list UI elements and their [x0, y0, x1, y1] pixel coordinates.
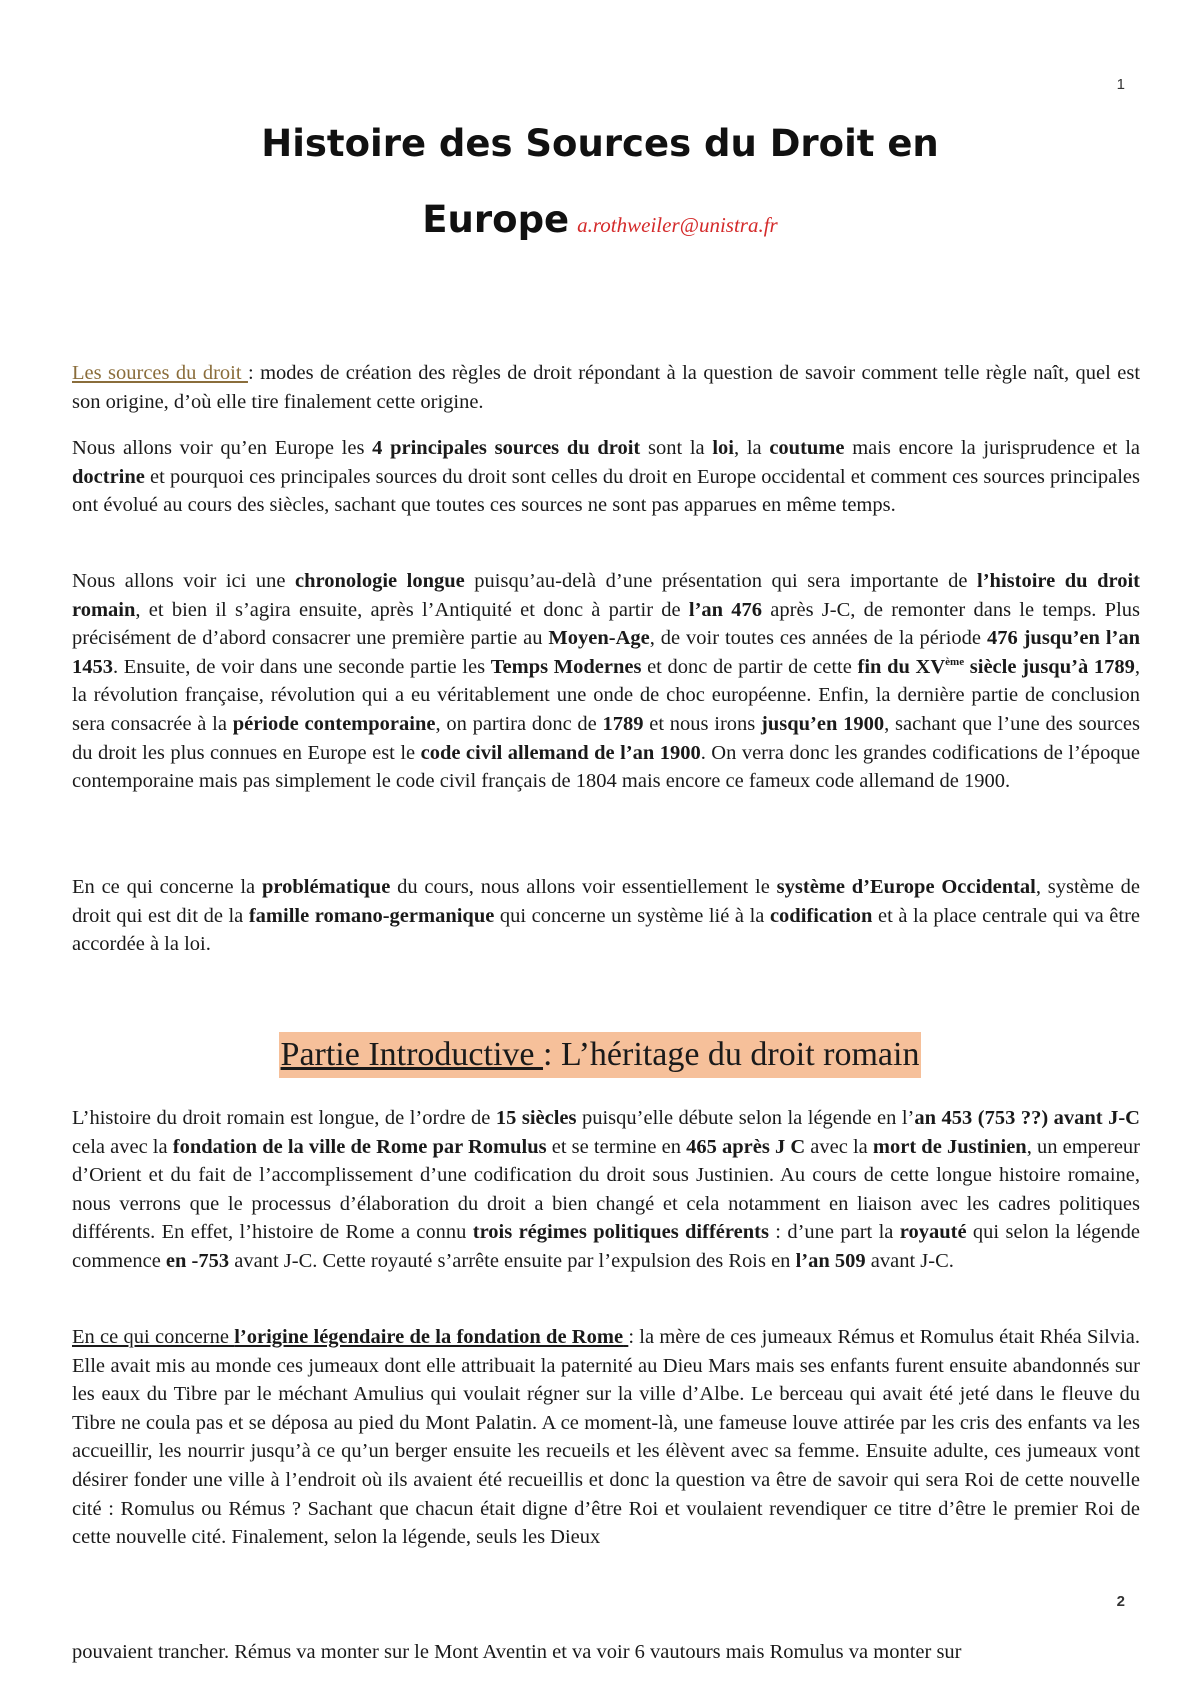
section-heading-underlined: Partie Introductive [280, 1036, 544, 1073]
bold-run: période contemporaine [232, 712, 436, 735]
bold-run: trois régimes politiques différents [472, 1221, 769, 1244]
document-title-word: Europe [422, 198, 570, 241]
bold-run: Moyen-Age [548, 627, 650, 650]
text-run: puisqu’elle débute selon la légende en l’ [576, 1107, 915, 1129]
intro-definition [72, 359, 1140, 416]
bold-run: l’histoire du droit romain [72, 570, 1140, 621]
text-run: qui concerne un système lié à la [494, 904, 770, 927]
bold-run: famille romano-germanique [248, 904, 495, 927]
part-paragraph-legend [72, 1323, 1140, 1552]
continuation-paragraph [72, 1638, 1140, 1667]
text-run: , la [734, 437, 770, 459]
text-run: et à la place centrale qui va être accordée à la loi. [72, 904, 1140, 956]
bold-run: coutume [769, 437, 845, 459]
bold-run: an 453 (753 ??) avant J-C [914, 1107, 1140, 1129]
section-heading-wrap [0, 1032, 1200, 1078]
bold-run: système d’Europe Occidental [776, 876, 1036, 898]
definition-label: Les sources du droit [72, 362, 248, 384]
intro-paragraph-sources [72, 434, 1140, 520]
bold-run: codification [769, 904, 873, 927]
text-run: Nous allons voir qu’en Europe les [72, 437, 373, 459]
bold-run: fondation de la ville de Rome par Romulus [172, 1135, 547, 1158]
text-run: . Ensuite, de voir dans une seconde partie les [113, 655, 491, 678]
intro-paragraph-problematic [72, 873, 1140, 959]
text-run: , système de droit qui est dit de la [72, 876, 1141, 927]
text-run: puisqu’au-delà d’une présentation qui sera importante de [464, 570, 978, 592]
continuation-text: pouvaient trancher. Rémus va monter sur le Mont Aventin et va voir 6 vautours mais Romulus va monter sur [72, 1641, 962, 1663]
section-heading [279, 1032, 922, 1078]
text-run: sont la [640, 437, 713, 459]
definition-text: : modes de création des règles de droit répondant à la question de savoir comment telle règle naît, quel est son origine, d’où elle tire finalement cette origine. [72, 362, 1141, 413]
bold-run: code civil allemand de l’an 1900 [420, 741, 701, 764]
text-run: , et bien il s’agira ensuite, après l’Antiquité et donc à partir de [135, 598, 689, 621]
bold-run: problématique [261, 876, 391, 898]
section-heading-rest: : L’héritage du droit romain [543, 1036, 920, 1073]
bold-run: l’an 476 [688, 598, 763, 621]
bold-run: 4 principales sources du droit [372, 437, 641, 459]
bold-run: 1789 [602, 712, 644, 735]
bold-underlined-run: l’origine légendaire de la fondation de Rome [234, 1326, 624, 1348]
text-run: , sachant que l’une des sources du droit les plus connues en Europe est le [72, 712, 1141, 764]
page-number: 1 [1116, 76, 1125, 93]
text-run: qui selon la légende commence [72, 1221, 1140, 1272]
text-run: L’histoire du droit romain est longue, de l’ordre de [72, 1107, 496, 1129]
text-run: , de voir toutes ces années de la période [649, 627, 987, 650]
bold-run: 15 siècles [495, 1107, 577, 1129]
text-run: avec la [805, 1135, 873, 1158]
text-run: En ce qui concerne la [72, 876, 262, 898]
text-run: du cours, nous allons voir essentiellement le [390, 876, 777, 898]
bold-run: jusqu’en 1900 [761, 712, 885, 735]
text-run: . On verra donc les grandes codifications de l’époque contemporaine mais pas simplement le code civil français de 1804 mais encore ce fameux code allemand de 1900. [72, 741, 1141, 793]
text-run: cela avec la [72, 1135, 173, 1158]
bold-run: en -753 [165, 1249, 230, 1272]
bold-run: l’an 509 [795, 1249, 866, 1272]
bold-run: Temps Modernes [490, 655, 642, 678]
text-run: mais encore la jurisprudence et la [844, 437, 1140, 459]
text-run: , on partira donc de [435, 712, 603, 735]
text-run: et se termine en [546, 1135, 687, 1158]
bold-run: loi [712, 437, 734, 459]
bold-run: royauté [899, 1221, 967, 1244]
text-run: , la révolution française, révolution qui a eu véritablement une onde de choc européenne. Enfin, la dernière partie de conclusion sera consacrée à la [72, 655, 1140, 735]
intro-paragraph-chronology [72, 567, 1140, 796]
underlined-run: En ce qui concerne [72, 1326, 235, 1348]
text-run: et nous irons [643, 712, 762, 735]
document-title-line1: Histoire des Sources du Droit en [261, 122, 939, 165]
bold-run: fin du XV [857, 655, 946, 678]
bold-run: siècle jusqu’à 1789 [964, 655, 1135, 678]
text-run: et donc de partir de cette [641, 655, 858, 678]
bold-run: mort de Justinien [872, 1135, 1027, 1158]
text-run: , un empereur d’Orient et du fait de l’accomplissement d’une codification du droit sous Justinien. Au cours de cette longue histoire romaine, nous verrons que le processus d’élaboration du droit a bien changé et cela notamment en liaison avec les cadres politiques différents. En effet, l’histoire de Rome a connu [72, 1135, 1140, 1244]
page-number: 2 [1116, 1593, 1125, 1610]
bold-run: 476 jusqu’en l’an 1453 [72, 627, 1141, 678]
document-title-line2 [0, 198, 1200, 241]
bold-run: chronologie longue [295, 570, 465, 592]
text-run: après J-C, de remonter dans le temps. Plus précisément de d’abord consacrer une première partie au [72, 598, 1140, 650]
text-run: : la mère de ces jumeaux Rémus et Romulus était Rhéa Silvia. Elle avait mis au monde ces jumeaux dont elle attribuait la paternité au Dieu Mars mais ses enfants furent ensuite abandonnés sur les eaux du Tibre par le méchant Amulius qui voulait régner sur la ville d’Albe. Le berceau qui avait été jeté dans le fleuve du Tibre ne coula pas et se déposa au pied du Mont Palatin. A ce moment-là, une fameuse louve attirée par les cris des enfants va les accueillir, les nourrir jusqu’à ce qu’un berger ensuite les recueils et les élèvent avec sa femme. Ensuite adulte, ces jumeaux vont désirer fonder une ville à l’endroit où ils avaient été recueillis et donc la question va être de savoir qui sera Roi de cette nouvelle cité : Romulus ou Rémus ? Sachant que chacun était digne d’être Roi et voulaient revendiquer ce titre d’être le premier Roi de cette nouvelle cité. Finalement, selon la légende, seuls les Dieux [72, 1326, 1141, 1549]
bold-run: 465 après J C [686, 1135, 806, 1158]
text-run: : d’une part la [768, 1221, 900, 1244]
bold-run: doctrine [72, 465, 145, 488]
text-run: Nous allons voir ici une [72, 570, 296, 592]
text-run: avant J-C. Cette royauté s’arrête ensuite par l’expulsion des Rois en [229, 1249, 796, 1272]
author-email: a.rothweiler@unistra.fr [577, 213, 778, 237]
text-run: et pourquoi ces principales sources du droit sont celles du droit en Europe occidental et comment ces sources principales ont évolué au cours des siècles, sachant que toutes ces sources ne sont pas apparues en même temps. [72, 465, 1140, 517]
text-run: avant J-C. [865, 1249, 954, 1272]
part-paragraph-history [72, 1104, 1140, 1276]
superscript: ème [945, 655, 965, 668]
